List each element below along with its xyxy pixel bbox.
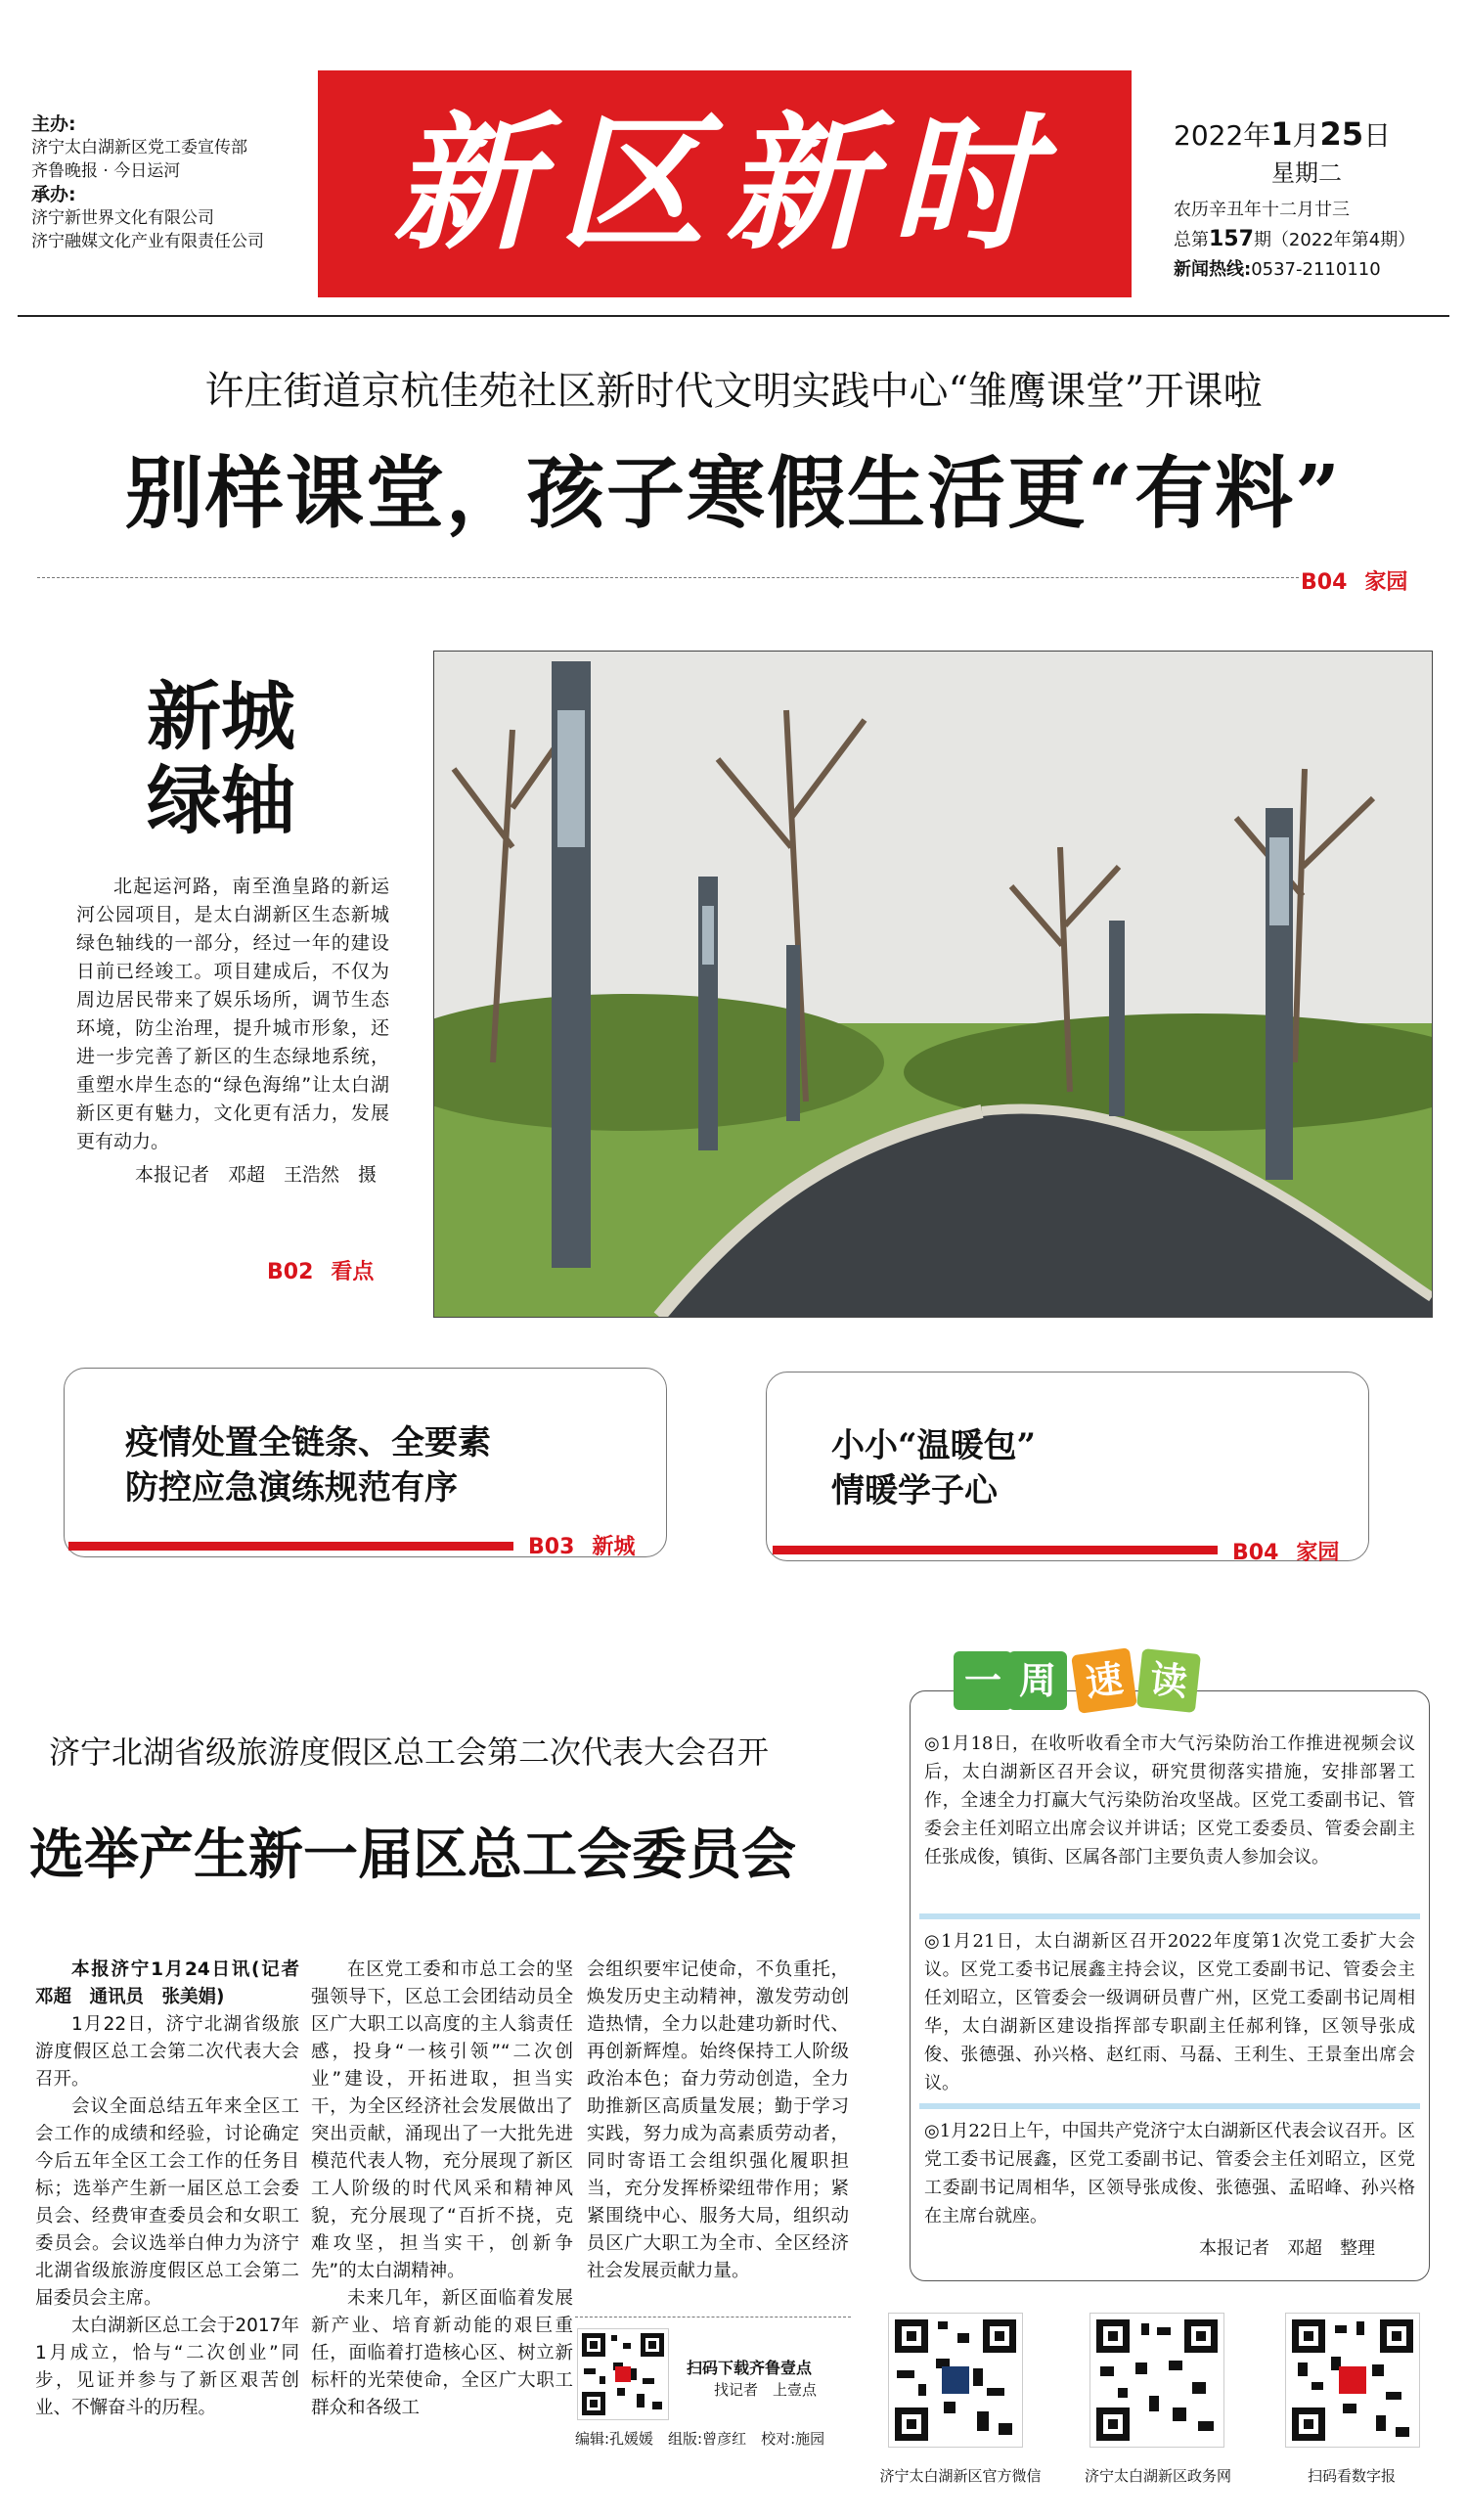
park-photo bbox=[433, 651, 1433, 1318]
masthead-sponsors bbox=[31, 112, 325, 253]
photo-story-body: 北起运河路，南至渔皇路的新运河公园项目，是太白湖新区生态新城绿色轴线的一部分，经过一年的建设日前已经竣工。项目建成后，不仅为周边居民带来了娱乐场所，调节生态环境，防尘治理，提升城市形象，还进一步完善了新区的生态绿地系统，重塑水岸生态的“绿色海绵”让太白湖新区更有魅力，文化更有活力，发展更有动力。 bbox=[76, 876, 389, 1152]
union-col-3: 会组织要牢记使命，不负重托，焕发历史主动精神，激发劳动创造热情，全力以赴建功新时代、再创新辉煌。始终保持工人阶级政治本色；奋力劳动创造，全力助推新区高质量发展；勤于学习实践，努力成为高素质劳动者，同时寄语工会组织强化履职担当，充分发挥桥梁纽带作用；紧紧围绕中心、服务大局，组织动员区广大职工为全市、全区经济社会发展贡献力量。 bbox=[587, 1959, 849, 2281]
wechat-qr-caption: 济宁太白湖新区官方微信 bbox=[879, 2467, 1042, 2485]
digital-paper-qr-icon bbox=[1286, 2314, 1419, 2447]
masthead-title: 新区新时代 bbox=[391, 98, 1057, 497]
teaser-2-page-ref: B04 家园 bbox=[1232, 1541, 1340, 1565]
lead-headline: 别样课堂，孩子寒假生活更“有料” bbox=[124, 447, 1343, 539]
app-qr-code[interactable] bbox=[577, 2328, 669, 2420]
lead-page-ref: B04 家园 bbox=[1301, 570, 1408, 595]
sponsor-1: 济宁太白湖新区党工委宣传部 bbox=[31, 138, 247, 158]
photo-page-ref: B02 看点 bbox=[267, 1260, 375, 1284]
lead-divider bbox=[37, 577, 1299, 578]
weekly-separator-2 bbox=[919, 2103, 1420, 2109]
photo-byline: 本报记者 邓超 王浩然 摄 bbox=[135, 1164, 378, 1186]
weekly-item-1: ◎1月18日，在收听收看全市大气污染防治工作推进视频会议后，太白湖新区召开会议，研究贯彻落实措施，安排部署工作，全速全力打赢大气污染防治攻坚战。区党工委副书记、管委会主任刘昭立出席会议并讲话；区党工委委员、管委会副主任张成俊，镇街、区属各部门主要负责人参加会议。 bbox=[924, 1733, 1415, 1868]
weekly-item-2: ◎1月21日，太白湖新区召开2022年度第1次党工委扩大会议。区党工委书记展鑫主持会议，区党工委副书记、管委会主任刘昭立，区管委会一级调研员曹广州，区党工委副书记周相华，太白湖新区建设指挥部专职副主任郝利锋，区领导张成俊、张德强、孙兴格、赵红雨、马磊、王利生、王景奎出席会议。 bbox=[924, 1931, 1415, 2093]
footer-divider bbox=[575, 2317, 851, 2318]
gov-site-qr-code[interactable] bbox=[1089, 2313, 1224, 2448]
organizer-2: 济宁融媒文化产业有限责任公司 bbox=[31, 232, 264, 251]
wechat-qr-icon bbox=[889, 2314, 1022, 2447]
issue-date: 2022年1月25日 bbox=[1174, 115, 1392, 153]
masthead-dateline bbox=[1174, 115, 1447, 285]
union-col-2: 在区党工委和市总工会的坚强领导下，区总工会团结动员全区广大职工以高度的主人翁责任感，投身“一核引领”“二次创业”建设，开拓进取，担当实干，为全区经济社会发展做出了突出贡献，涌现出了一大批先进模范代表人物，充分展现了新区工人阶级的时代风采和精神风貌，充分展现了“百折不挠，克难攻坚，担当实干，创新争先”的太白湖精神。 未来几年，新区面临着发展新产业、培育新动能的艰巨重任，面临着打造核心区、树立新标杆的光荣使命，全区广大职工群众和各级工 bbox=[311, 1959, 573, 2418]
union-kicker: 济宁北湖省级旅游度假区总工会第二次代表大会召开 bbox=[49, 1733, 770, 1771]
teaser-1-page-ref: B03 新城 bbox=[528, 1535, 636, 1559]
digital-paper-qr-caption: 扫码看数字报 bbox=[1307, 2467, 1396, 2485]
union-dateline: 本报济宁1月24日讯(记者 邓超 通讯员 张美娟) bbox=[35, 1959, 318, 2007]
organizer-label: 承办: bbox=[31, 184, 76, 205]
masthead-rule bbox=[18, 315, 1449, 317]
weekly-tag-3: 速 bbox=[1071, 1647, 1137, 1714]
weekly-digest-tags bbox=[954, 1651, 1208, 1714]
app-qr-icon bbox=[578, 2329, 668, 2419]
weekly-tag-4: 读 bbox=[1136, 1648, 1201, 1713]
sponsor-label: 主办: bbox=[31, 113, 76, 135]
wechat-qr-code[interactable] bbox=[888, 2313, 1023, 2448]
weekly-separator-1 bbox=[919, 1913, 1420, 1919]
gov-site-qr-icon bbox=[1090, 2314, 1223, 2447]
news-hotline: 新闻热线:0537-2110110 bbox=[1174, 259, 1381, 280]
teaser-2-bar bbox=[773, 1546, 1218, 1554]
weekly-tag-1: 一 bbox=[954, 1651, 1012, 1710]
photo-story-title: 新城 绿轴 bbox=[147, 673, 295, 844]
teaser-2-title: 小小“温暖包” 情暖学子心 bbox=[831, 1426, 1037, 1510]
organizer-1: 济宁新世界文化有限公司 bbox=[31, 208, 214, 228]
weekly-tag-2: 周 bbox=[1008, 1651, 1067, 1710]
union-headline: 选举产生新一届区总工会委员会 bbox=[29, 1822, 796, 1887]
weekday: 星期二 bbox=[1271, 159, 1342, 187]
gov-site-qr-caption: 济宁太白湖新区政务网 bbox=[1084, 2467, 1231, 2485]
lunar-date: 农历辛丑年十二月廿三 bbox=[1174, 200, 1350, 220]
park-road-photo bbox=[434, 652, 1432, 1317]
sponsor-2: 齐鲁晚报 · 今日运河 bbox=[31, 161, 181, 181]
teaser-1-bar bbox=[68, 1542, 513, 1551]
weekly-byline: 本报记者 邓超 整理 bbox=[1199, 2238, 1375, 2259]
union-col-1: 本报济宁1月24日讯(记者 邓超 通讯员 张美娟) 1月22日，济宁北湖省级旅游度假区总工会第二次代表大会召开。 会议全面总结五年来全区工会工作的成绩和经验，讨论确定今后五年全区工会工作的任务目标；选举产生新一届区总工会委员会、经费审查委员会和女职工委员会。会议选举白伸力为济宁北湖省级旅游度假区总工会第二届委员会主席。 太白湖新区总工会于2017年1月成立，恰与“二次创业”同步，见证并参与了新区艰苦创业、不懈奋斗的历程。 bbox=[35, 1957, 299, 2422]
app-qr-label: 扫码下载齐鲁壹点 bbox=[687, 2359, 813, 2377]
teaser-1-title: 疫情处置全链条、全要素 防控应急演练规范有序 bbox=[125, 1423, 491, 1508]
weekly-item-3: ◎1月22日上午，中国共产党济宁太白湖新区代表会议召开。区党工委书记展鑫，区党工委副书记、管委会主任刘昭立，区党工委副书记周相华，区领导张成俊、张德强、孟昭峰、孙兴格在主席台就座。 bbox=[924, 2121, 1415, 2227]
digital-paper-qr-code[interactable] bbox=[1285, 2313, 1420, 2448]
app-qr-sub: 找记者 上壹点 bbox=[714, 2381, 818, 2399]
lead-kicker: 许庄街道京杭佳苑社区新时代文明实践中心“雏鹰课堂”开课啦 bbox=[204, 369, 1263, 414]
page-credits: 编辑:孔媛媛 组版:曾彦红 校对:施园 bbox=[575, 2430, 825, 2448]
issue-number: 总第157期（2022年第4期） bbox=[1174, 227, 1416, 251]
